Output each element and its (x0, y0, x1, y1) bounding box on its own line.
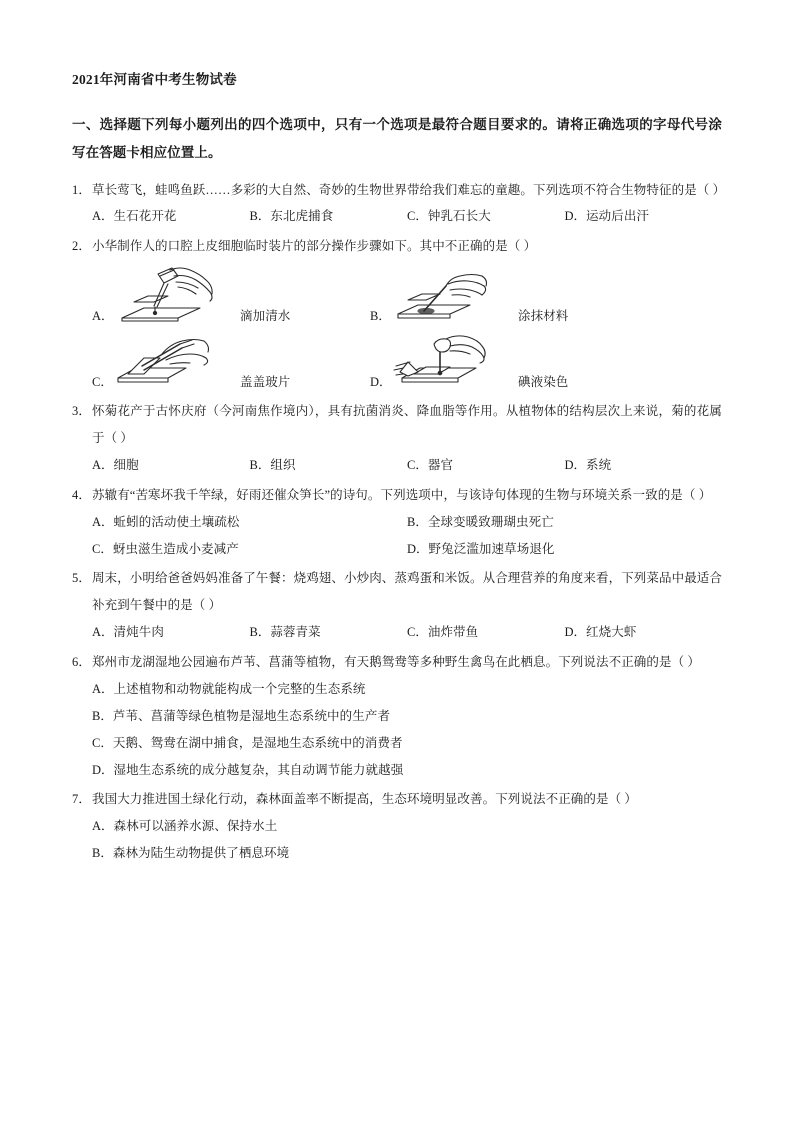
option-c[interactable] (407, 619, 565, 646)
option-letter: C． (407, 209, 428, 224)
option-text: 组织 (270, 457, 296, 472)
option-letter: A． (92, 819, 114, 834)
option-letter: D． (370, 375, 392, 390)
option-d[interactable] (565, 203, 723, 230)
question-text: 怀菊花产于古怀庆府（今河南焦作境内），具有抗菌消炎、降血脂等作用。从植物体的结构层次上来说，菊的花属于（ ） (92, 404, 722, 446)
option-a[interactable] (92, 266, 370, 328)
option-letter: A． (92, 209, 114, 224)
question-stem (72, 482, 722, 509)
question-4 (72, 482, 722, 563)
option-letter: C． (92, 735, 113, 750)
page-content (72, 70, 726, 870)
section-heading: 一、选择题下列每小题列出的四个选项中，只有一个选项是最符合题目要求的。请将正确选项的字母代号涂写在答题卡相应位置上。 (72, 117, 722, 160)
option-c[interactable] (407, 452, 565, 479)
option-text: 涂抹材料 (518, 309, 569, 324)
option-letter: A． (92, 457, 114, 472)
question-text: 小华制作人的口腔上皮细胞临时装片的部分操作步骤如下。其中不正确的是（ ） (92, 239, 537, 254)
option-c[interactable] (407, 203, 565, 230)
question-stem (72, 398, 722, 452)
option-text: 滴加清水 (240, 309, 291, 324)
question-stem (72, 233, 722, 260)
option-letter: B． (92, 846, 113, 861)
option-text: 生石花开花 (113, 209, 177, 224)
option-letter: B． (370, 309, 391, 324)
question-number: 6． (72, 655, 91, 670)
question-number: 1． (72, 182, 91, 197)
option-text: 森林为陆生动物提供了栖息环境 (112, 846, 290, 861)
option-a[interactable] (92, 676, 722, 703)
option-b[interactable] (407, 509, 722, 536)
option-a[interactable] (92, 813, 722, 840)
option-text: 芦苇、菖蒲等绿色植物是湿地生态系统中的生产者 (112, 708, 391, 723)
question-number: 3． (72, 404, 91, 419)
option-a[interactable] (92, 203, 250, 230)
option-b[interactable] (92, 840, 722, 867)
question-1 (72, 177, 726, 231)
option-text: 天鹅、鸳鸯在湖中捕食，是湿地生态系统中的消费者 (112, 735, 403, 750)
figure-option-row (92, 332, 722, 394)
option-letter: A． (92, 309, 114, 324)
option-text: 系统 (586, 457, 612, 472)
question-number: 2． (72, 239, 91, 254)
question-7 (72, 786, 722, 867)
option-letter: D． (564, 209, 587, 224)
option-b[interactable] (370, 266, 648, 328)
option-list (72, 452, 722, 479)
question-number: 7． (72, 792, 91, 807)
option-d[interactable] (407, 536, 722, 563)
question-text: 草长莺飞，蛙鸣鱼跃……多彩的大自然、奇妙的生物世界带给我们难忘的童趣。下列选项不符合生物特征的是（ ） (92, 182, 726, 197)
option-list (72, 676, 722, 784)
question-number: 5． (72, 571, 91, 586)
dropper-water-on-slide-icon (114, 266, 232, 328)
option-letter: D． (564, 457, 587, 472)
option-text: 油炸带鱼 (427, 625, 479, 640)
option-letter: C． (92, 541, 113, 556)
iodine-stain-dropper-icon (392, 332, 510, 394)
option-letter: C． (407, 457, 428, 472)
option-letter: A． (92, 625, 114, 640)
question-text: 郑州市龙湖湿地公园遍布芦苇、菖蒲等植物，有天鹅鸳鸯等多种野生禽鸟在此栖息。下列说法不正确的是（ ） (92, 655, 701, 670)
option-list (72, 509, 722, 563)
option-c[interactable] (92, 332, 370, 394)
option-a[interactable] (92, 509, 407, 536)
option-text: 运动后出汗 (586, 209, 650, 224)
swab-smear-on-slide-icon (392, 266, 510, 328)
option-text: 东北虎捕食 (270, 209, 334, 224)
option-letter: B． (249, 457, 271, 472)
question-number: 4． (72, 487, 91, 502)
option-letter: C． (407, 625, 428, 640)
option-text: 蒜蓉青菜 (270, 625, 321, 640)
option-letter: B． (249, 209, 271, 224)
option-c[interactable] (92, 730, 722, 757)
option-a[interactable] (92, 452, 250, 479)
option-text: 野兔泛滥加速草场退化 (428, 541, 555, 556)
option-d[interactable] (565, 452, 723, 479)
option-text: 钟乳石长大 (427, 209, 491, 224)
question-5 (72, 565, 722, 646)
question-stem (72, 177, 726, 204)
option-text: 器官 (427, 457, 454, 472)
option-text: 清炖牛肉 (113, 625, 164, 640)
option-letter: D． (407, 541, 429, 556)
option-text: 湿地生态系统的成分越复杂，其自动调节能力就越强 (113, 762, 404, 777)
option-text: 红烧大虾 (586, 625, 637, 640)
option-letter: B． (249, 625, 271, 640)
option-text: 细胞 (113, 457, 139, 472)
option-d[interactable] (565, 619, 723, 646)
option-text: 蚜虫滋生造成小麦减产 (112, 541, 239, 556)
option-c[interactable] (92, 536, 407, 563)
figure-option-row (92, 266, 722, 328)
option-letter: D． (92, 762, 114, 777)
question-text: 我国大力推进国土绿化行动，森林面盖率不断提高，生态环境明显改善。下列说法不正确的是（ ） (92, 792, 638, 807)
option-b[interactable] (250, 452, 408, 479)
forceps-cover-glass-icon (114, 332, 232, 394)
option-letter: C． (92, 375, 113, 390)
option-text: 碘液染色 (518, 375, 569, 390)
option-letter: B． (92, 708, 113, 723)
question-text: 周末，小明给爸爸妈妈准备了午餐：烧鸡翅、小炒肉、蒸鸡蛋和米饭。从合理营养的角度来看，下列菜品中最适合补充到午餐中的是（ ） (92, 571, 723, 613)
option-text: 森林可以涵养水源、保持水土 (113, 819, 278, 834)
option-text: 蚯蚓的活动使土壤疏松 (113, 514, 240, 529)
option-text: 上述植物和动物就能构成一个完整的生态系统 (113, 681, 366, 696)
option-text: 盖盖玻片 (240, 375, 291, 390)
question-stem (72, 649, 722, 676)
page-title: 2021年河南省中考生物试卷 (72, 72, 237, 87)
option-b[interactable] (92, 703, 722, 730)
option-list (72, 619, 722, 646)
question-2 (72, 233, 722, 394)
option-letter: B． (407, 514, 428, 529)
question-3 (72, 398, 722, 479)
option-b[interactable] (250, 203, 408, 230)
question-stem (72, 786, 722, 813)
question-text: 苏辙有“苦寒坏我千竿绿，好雨还催众笋长”的诗句。下列选项中，与该诗句体现的生物与环境关系一致的是（ ） (92, 487, 712, 502)
option-letter: D． (564, 625, 587, 640)
option-letter: A． (92, 681, 114, 696)
option-b[interactable] (250, 619, 408, 646)
option-d[interactable] (370, 332, 648, 394)
option-text: 全球变暖致珊瑚虫死亡 (427, 514, 554, 529)
option-d[interactable] (92, 757, 722, 784)
question-stem (72, 565, 722, 619)
option-letter: A． (92, 514, 114, 529)
option-list-figures (72, 266, 722, 394)
option-a[interactable] (92, 619, 250, 646)
option-list (72, 203, 722, 230)
question-6 (72, 649, 722, 783)
option-list (72, 813, 722, 867)
